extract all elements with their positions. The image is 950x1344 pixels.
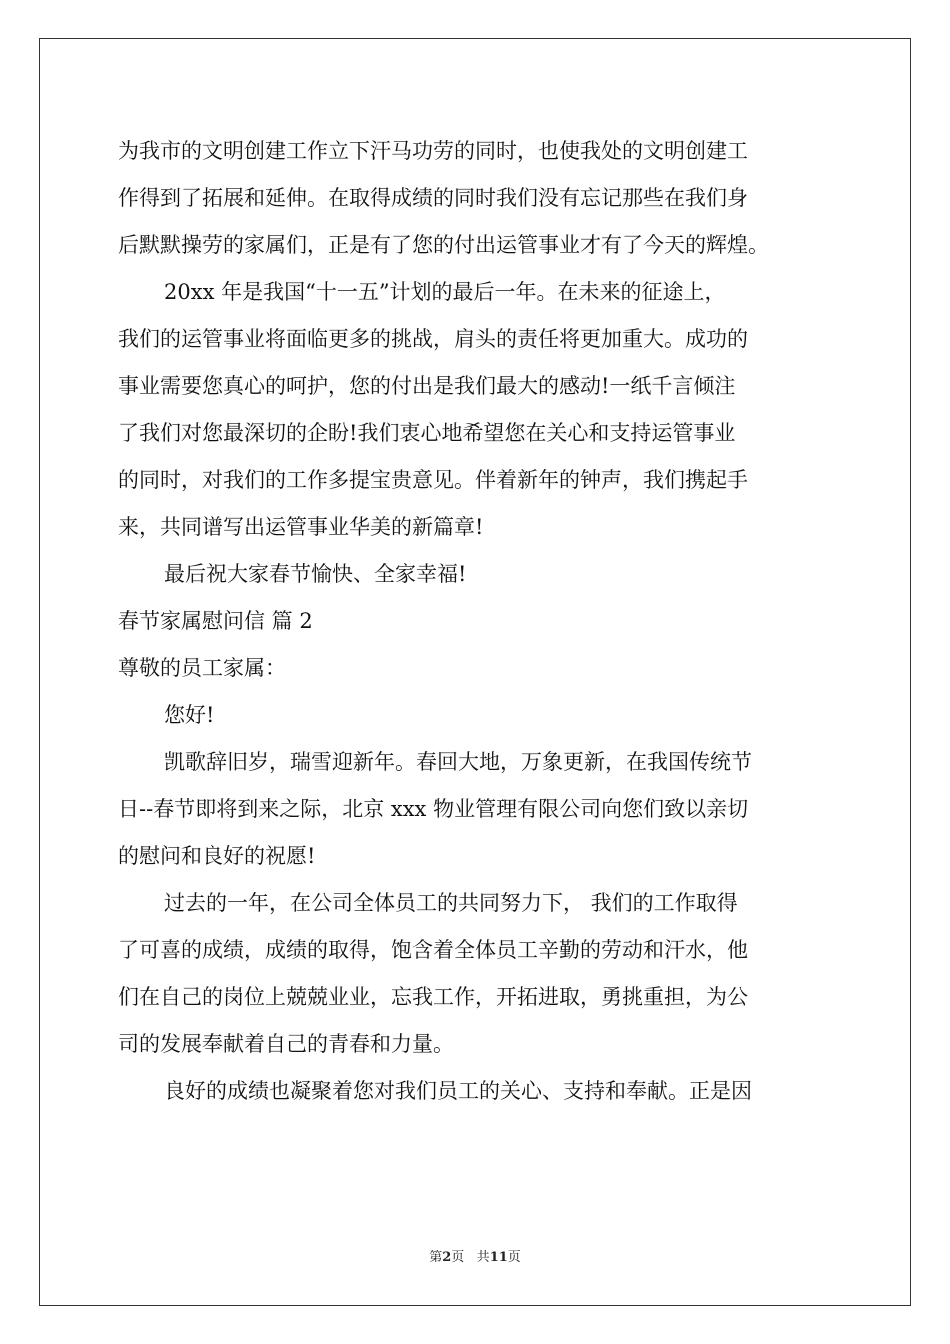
text-line: 了我们对您最深切的企盼!我们衷心地希望您在关心和支持运管事业 <box>118 421 736 445</box>
greeting: 您好! <box>164 703 215 727</box>
text-line: 最后祝大家春节愉快、全家幸福! <box>164 562 467 586</box>
text-line: 来，共同谱写出运管事业华美的新篇章! <box>118 515 484 539</box>
text-line: 的慰问和良好的祝愿! <box>118 844 316 868</box>
document-body <box>118 128 834 1115</box>
page-footer <box>0 1246 950 1265</box>
text-line: 凯歌辞旧岁，瑞雪迎新年。春回大地，万象更新，在我国传统节 <box>164 750 752 774</box>
text-line: 为我市的文明创建工作立下汗马功劳的同时，也使我处的文明创建工 <box>118 139 748 163</box>
section-heading: 春节家属慰问信 篇 2 <box>118 609 313 633</box>
footer-total-suffix: 页 <box>507 1250 521 1265</box>
text-line: 过去的一年，在公司全体员工的共同努力下， 我们的工作取得 <box>164 891 738 915</box>
text-line: 们在自己的岗位上兢兢业业，忘我工作，开拓进取，勇挑重担，为公 <box>118 985 748 1009</box>
text-line: 了可喜的成绩，成绩的取得，饱含着全体员工辛勤的劳动和汗水，他 <box>118 938 748 962</box>
text-line: 良好的成绩也凝聚着您对我们员工的关心、支持和奉献。正是因 <box>164 1079 752 1103</box>
footer-prefix: 第 <box>429 1250 443 1265</box>
text-line: 司的发展奉献着自己的青春和力量。 <box>118 1032 454 1056</box>
page-number: 2 <box>442 1250 452 1265</box>
text-line: 事业需要您真心的呵护，您的付出是我们最大的感动!一纸千言倾注 <box>118 374 736 398</box>
salutation: 尊敬的员工家属： <box>118 656 286 680</box>
text-line: 的同时，对我们的工作多提宝贵意见。伴着新年的钟声，我们携起手 <box>118 468 748 492</box>
text-line: 作得到了拓展和延伸。在取得成绩的同时我们没有忘记那些在我们身 <box>118 186 748 210</box>
text-line: 日--春节即将到来之际，北京 xxx 物业管理有限公司向您们致以亲切 <box>118 797 749 821</box>
text-line: 20xx 年是我国“十一五”计划的最后一年。在未来的征途上， <box>164 280 726 304</box>
footer-total-prefix: 共 <box>476 1250 490 1265</box>
total-pages: 11 <box>489 1250 508 1265</box>
text-line: 我们的运管事业将面临更多的挑战，肩头的责任将更加重大。成功的 <box>118 327 748 351</box>
text-line: 后默默操劳的家属们，正是有了您的付出运管事业才有了今天的辉煌。 <box>118 233 769 257</box>
footer-page-suffix: 页 <box>451 1250 465 1265</box>
